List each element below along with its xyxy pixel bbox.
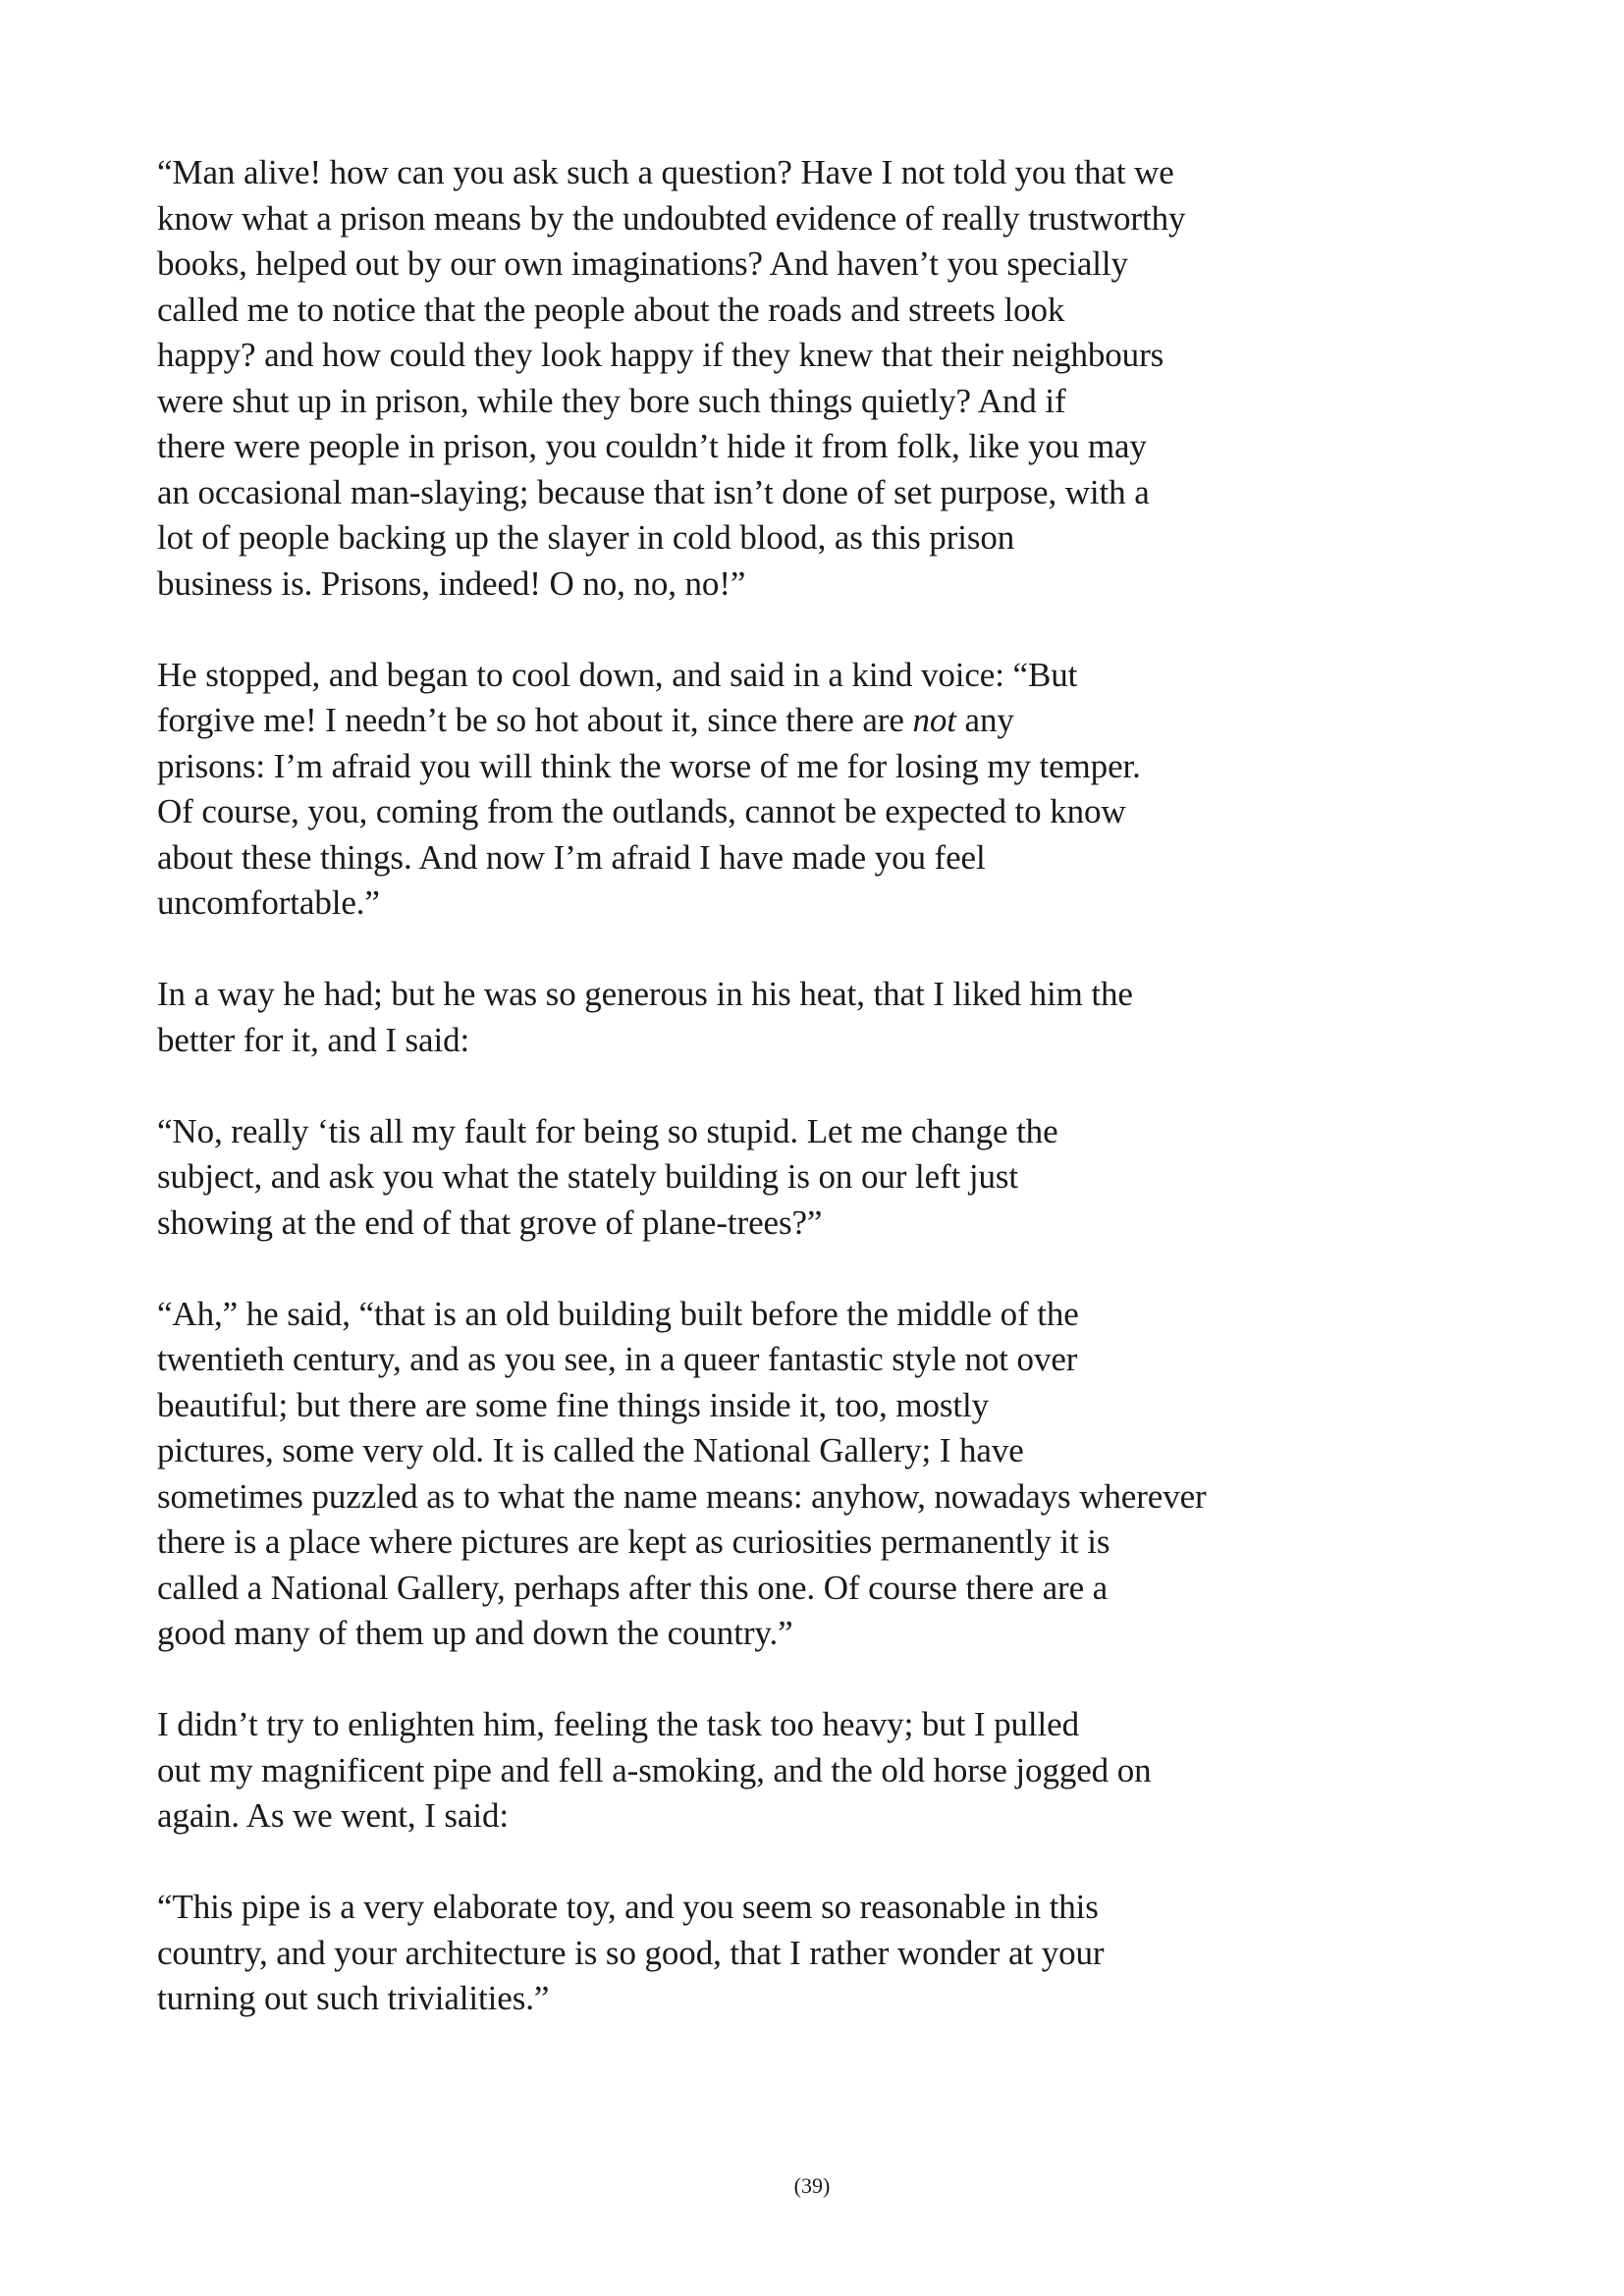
text-line <box>157 653 1394 699</box>
text-run: know what a prison means by the undoubted evidence of really trustworthy <box>157 198 1186 238</box>
text-run: subject, and ask you what the stately building is on our left just <box>157 1157 1019 1196</box>
text-line <box>157 1611 1394 1657</box>
text-line <box>157 972 1394 1018</box>
text-run: lot of people backing up the slayer in cold blood, as this prison <box>157 518 1015 557</box>
text-run: showing at the end of that grove of plane-trees?” <box>157 1202 823 1242</box>
paragraph <box>157 1885 1394 2022</box>
text-run: prisons: I’m afraid you will think the worse of me for losing my temper. <box>157 746 1141 785</box>
text-line <box>157 196 1394 242</box>
text-line <box>157 1520 1394 1566</box>
text-line <box>157 1383 1394 1429</box>
text-run: In a way he had; but he was so generous in his heat, that I liked him the <box>157 975 1133 1013</box>
text-run: out my magnificent pipe and fell a-smoking, and the old horse jogged on <box>157 1750 1152 1789</box>
text-run: about these things. And now I’m afraid I have made you feel <box>157 837 986 877</box>
text-line <box>157 1702 1394 1748</box>
paragraph <box>157 1702 1394 1840</box>
text-run: an occasional man-slaying; because that isn’t done of set purpose, with a <box>157 472 1150 511</box>
text-line <box>157 835 1394 881</box>
text-line <box>157 1976 1394 2022</box>
text-line <box>157 1154 1394 1201</box>
text-run: there is a place where pictures are kept as curiosities permanently it is <box>157 1522 1110 1561</box>
text-run: books, helped out by our own imaginations? And haven’t you specially <box>157 244 1128 283</box>
text-line <box>157 424 1394 470</box>
paragraph <box>157 1292 1394 1657</box>
text-line <box>157 241 1394 288</box>
text-run: called me to notice that the people about the roads and streets look <box>157 290 1065 329</box>
text-run: turning out such trivialities.” <box>157 1979 550 2017</box>
text-line <box>157 1748 1394 1794</box>
text-run: business is. Prisons, indeed! O no, no, no!” <box>157 563 746 603</box>
text-run: called a National Gallery, perhaps after this one. Of course there are a <box>157 1568 1109 1607</box>
text-line <box>157 1201 1394 1247</box>
text-run: beautiful; but there are some fine things inside it, too, mostly <box>157 1385 990 1424</box>
paragraph <box>157 150 1394 607</box>
italic-text: not <box>912 701 956 739</box>
text-run: again. As we went, I said: <box>157 1796 510 1835</box>
text-run: “No, really ‘tis all my fault for being so stupid. Let me change the <box>157 1111 1058 1150</box>
text-line <box>157 515 1394 561</box>
text-line <box>157 1428 1394 1474</box>
text-run: pictures, some very old. It is called the National Gallery; I have <box>157 1431 1024 1469</box>
text-line <box>157 333 1394 379</box>
text-run: happy? and how could they look happy if they knew that their neighbours <box>157 336 1164 374</box>
paragraph <box>157 1109 1394 1247</box>
text-run: better for it, and I said: <box>157 1020 470 1059</box>
text-line <box>157 881 1394 927</box>
text-run: Of course, you, coming from the outlands, cannot be expected to know <box>157 792 1126 830</box>
text-line <box>157 1885 1394 1931</box>
page-number: (39) <box>793 2173 831 2198</box>
text-line <box>157 1337 1394 1383</box>
text-line <box>157 1292 1394 1338</box>
text-line <box>157 1109 1394 1155</box>
paragraph <box>157 972 1394 1063</box>
text-run: “This pipe is a very elaborate toy, and you seem so reasonable in this <box>157 1888 1099 1926</box>
text-line <box>157 744 1394 790</box>
text-line <box>157 561 1394 608</box>
text-run: twentieth century, and as you see, in a queer fantastic style not over <box>157 1340 1078 1378</box>
text-run: sometimes puzzled as to what the name means: anyhow, nowadays wherever <box>157 1476 1207 1516</box>
text-line <box>157 1566 1394 1612</box>
text-run: I didn’t try to enlighten him, feeling the task too heavy; but I pulled <box>157 1705 1080 1743</box>
text-line <box>157 789 1394 835</box>
text-run: “Ah,” he said, “that is an old building built before the middle of the <box>157 1294 1079 1333</box>
text-run: any <box>955 701 1014 739</box>
text-line <box>157 379 1394 425</box>
text-line <box>157 470 1394 516</box>
text-run: country, and your architecture is so good, that I rather wonder at your <box>157 1933 1105 1972</box>
text-line <box>157 1018 1394 1064</box>
body-text <box>157 150 1394 2067</box>
text-run: good many of them up and down the country.” <box>157 1614 793 1652</box>
text-line <box>157 1931 1394 1977</box>
text-line <box>157 150 1394 196</box>
text-line <box>157 1474 1394 1521</box>
text-run: uncomfortable.” <box>157 883 380 922</box>
text-run: He stopped, and began to cool down, and said in a kind voice: “But <box>157 655 1078 694</box>
text-line <box>157 288 1394 334</box>
text-line <box>157 1793 1394 1840</box>
text-run: there were people in prison, you couldn’t hide it from folk, like you may <box>157 427 1147 465</box>
text-line <box>157 698 1394 744</box>
text-run: “Man alive! how can you ask such a question? Have I not told you that we <box>157 153 1174 191</box>
text-run: forgive me! I needn’t be so hot about it, since there are <box>157 701 913 739</box>
text-run: were shut up in prison, while they bore such things quietly? And if <box>157 381 1066 420</box>
paragraph <box>157 653 1394 927</box>
